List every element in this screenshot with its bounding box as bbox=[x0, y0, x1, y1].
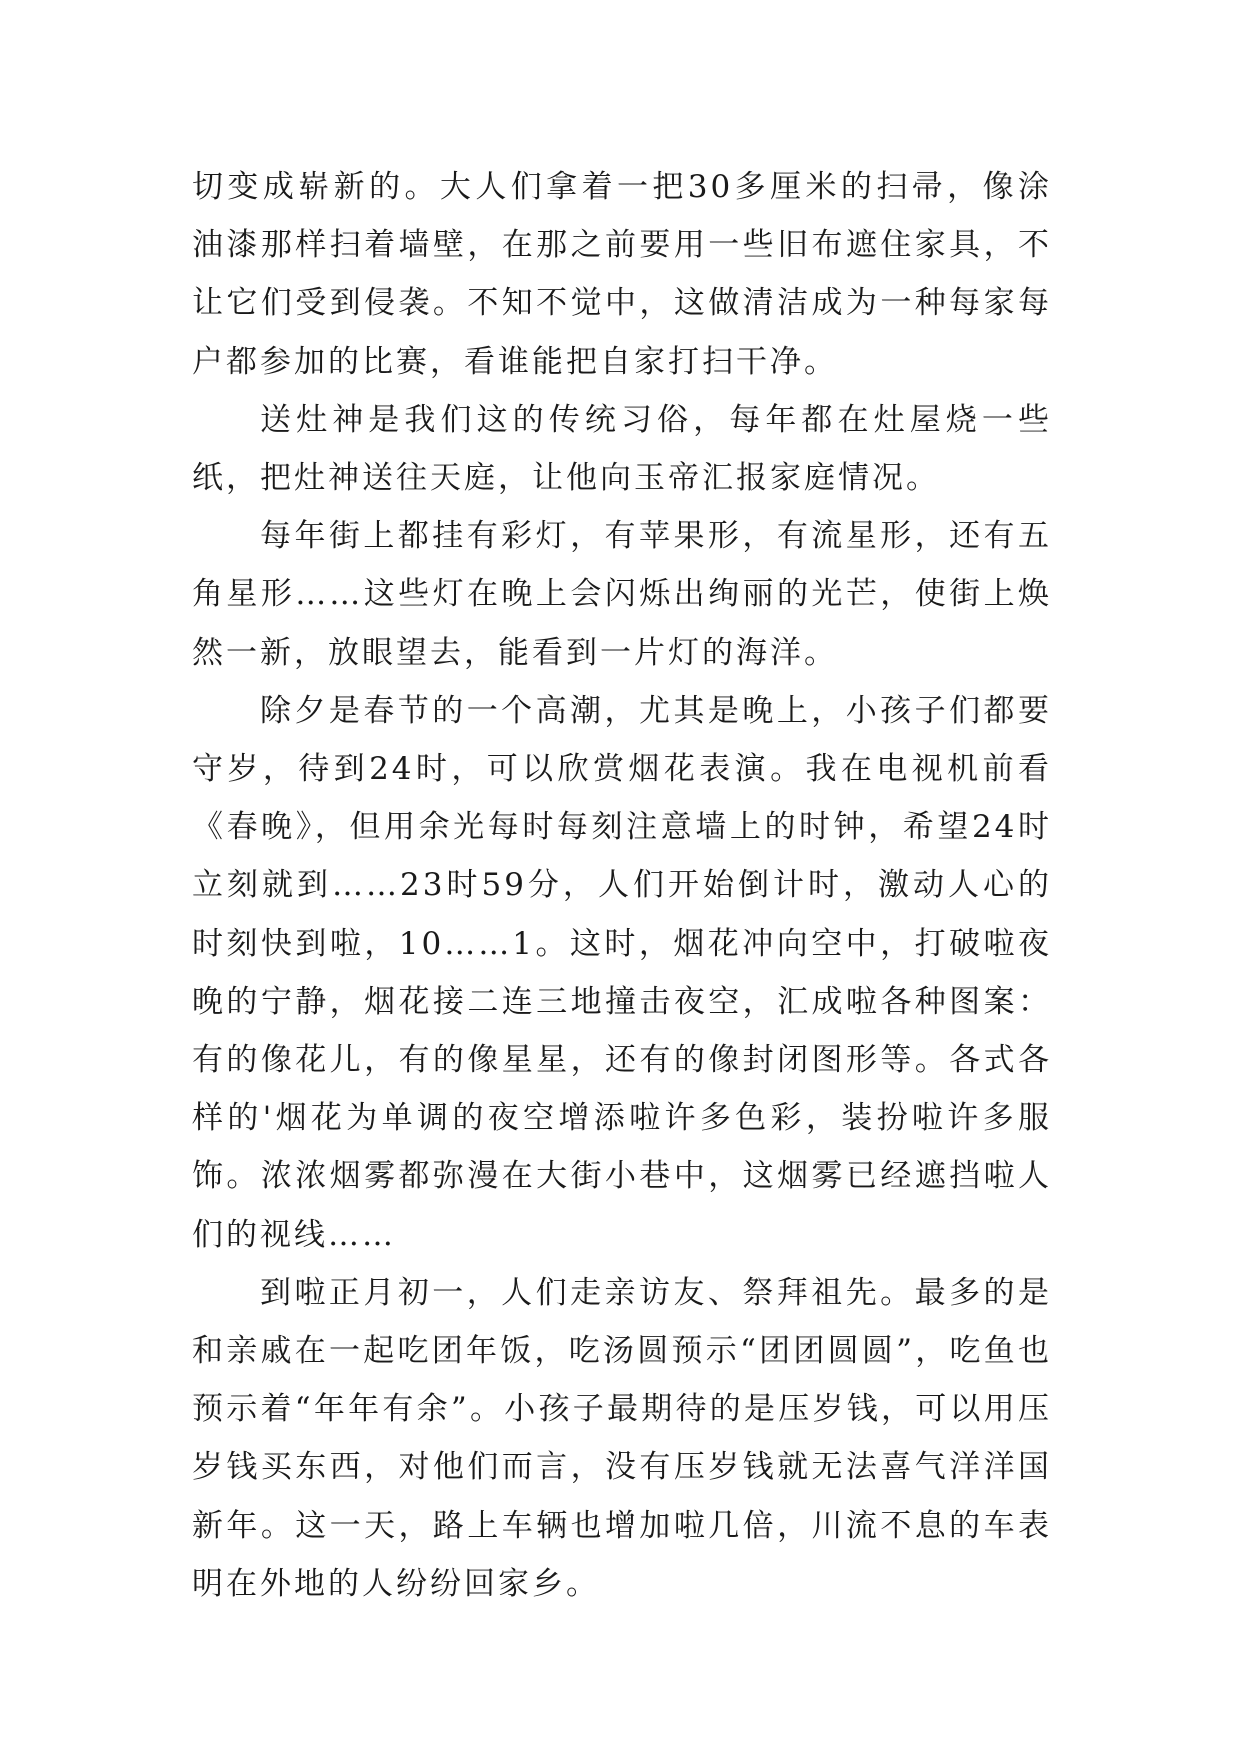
paragraph-5: 到啦正月初一，人们走亲访友、祭拜祖先。最多的是和亲戚在一起吃团年饭，吃汤圆预示“团团圆圆”，吃鱼也预示着“年年有余”。小孩子最期待的是压岁钱，可以用压岁钱买东西，对他们而言，没有压岁钱就无法喜气洋洋国新年。这一天，路上车辆也增加啦几倍，川流不息的车表明在外地的人纷纷回家乡。 bbox=[192, 1274, 1052, 1602]
paragraph-4: 除夕是春节的一个高潮，尤其是晚上，小孩子们都要守岁，待到24时，可以欣赏烟花表演。我在电视机前看《春晚》，但用余光每时每刻注意墙上的时钟，希望24时立刻就到……23时59分，人们开始倒计时，激动人心的时刻快到啦，10……1。这时，烟花冲向空中，打破啦夜晚的宁静，烟花接二连三地撞击夜空，汇成啦各种图案：有的像花儿，有的像星星，还有的像封闭图形等。各式各样的'烟花为单调的夜空增添啦许多色彩，装扮啦许多服饰。浓浓烟雾都弥漫在大街小巷中，这烟雾已经遮挡啦人们的视线…… bbox=[192, 692, 1052, 1253]
paragraph-1: 切变成崭新的。大人们拿着一把30多厘米的扫帚，像涂油漆那样扫着墙壁，在那之前要用一些旧布遮住家具，不让它们受到侵袭。不知不觉中，这做清洁成为一种每家每户都参加的比赛，看谁能把自家打扫干净。 bbox=[192, 169, 1052, 380]
paragraph-3: 每年街上都挂有彩灯，有苹果形，有流星形，还有五角星形……这些灯在晚上会闪烁出绚丽的光芒，使街上焕然一新，放眼望去，能看到一片灯的海洋。 bbox=[192, 518, 1052, 671]
paragraph-2: 送灶神是我们这的传统习俗，每年都在灶屋烧一些纸，把灶神送往天庭，让他向玉帝汇报家庭情况。 bbox=[192, 401, 1052, 497]
body-text bbox=[192, 158, 1052, 1613]
